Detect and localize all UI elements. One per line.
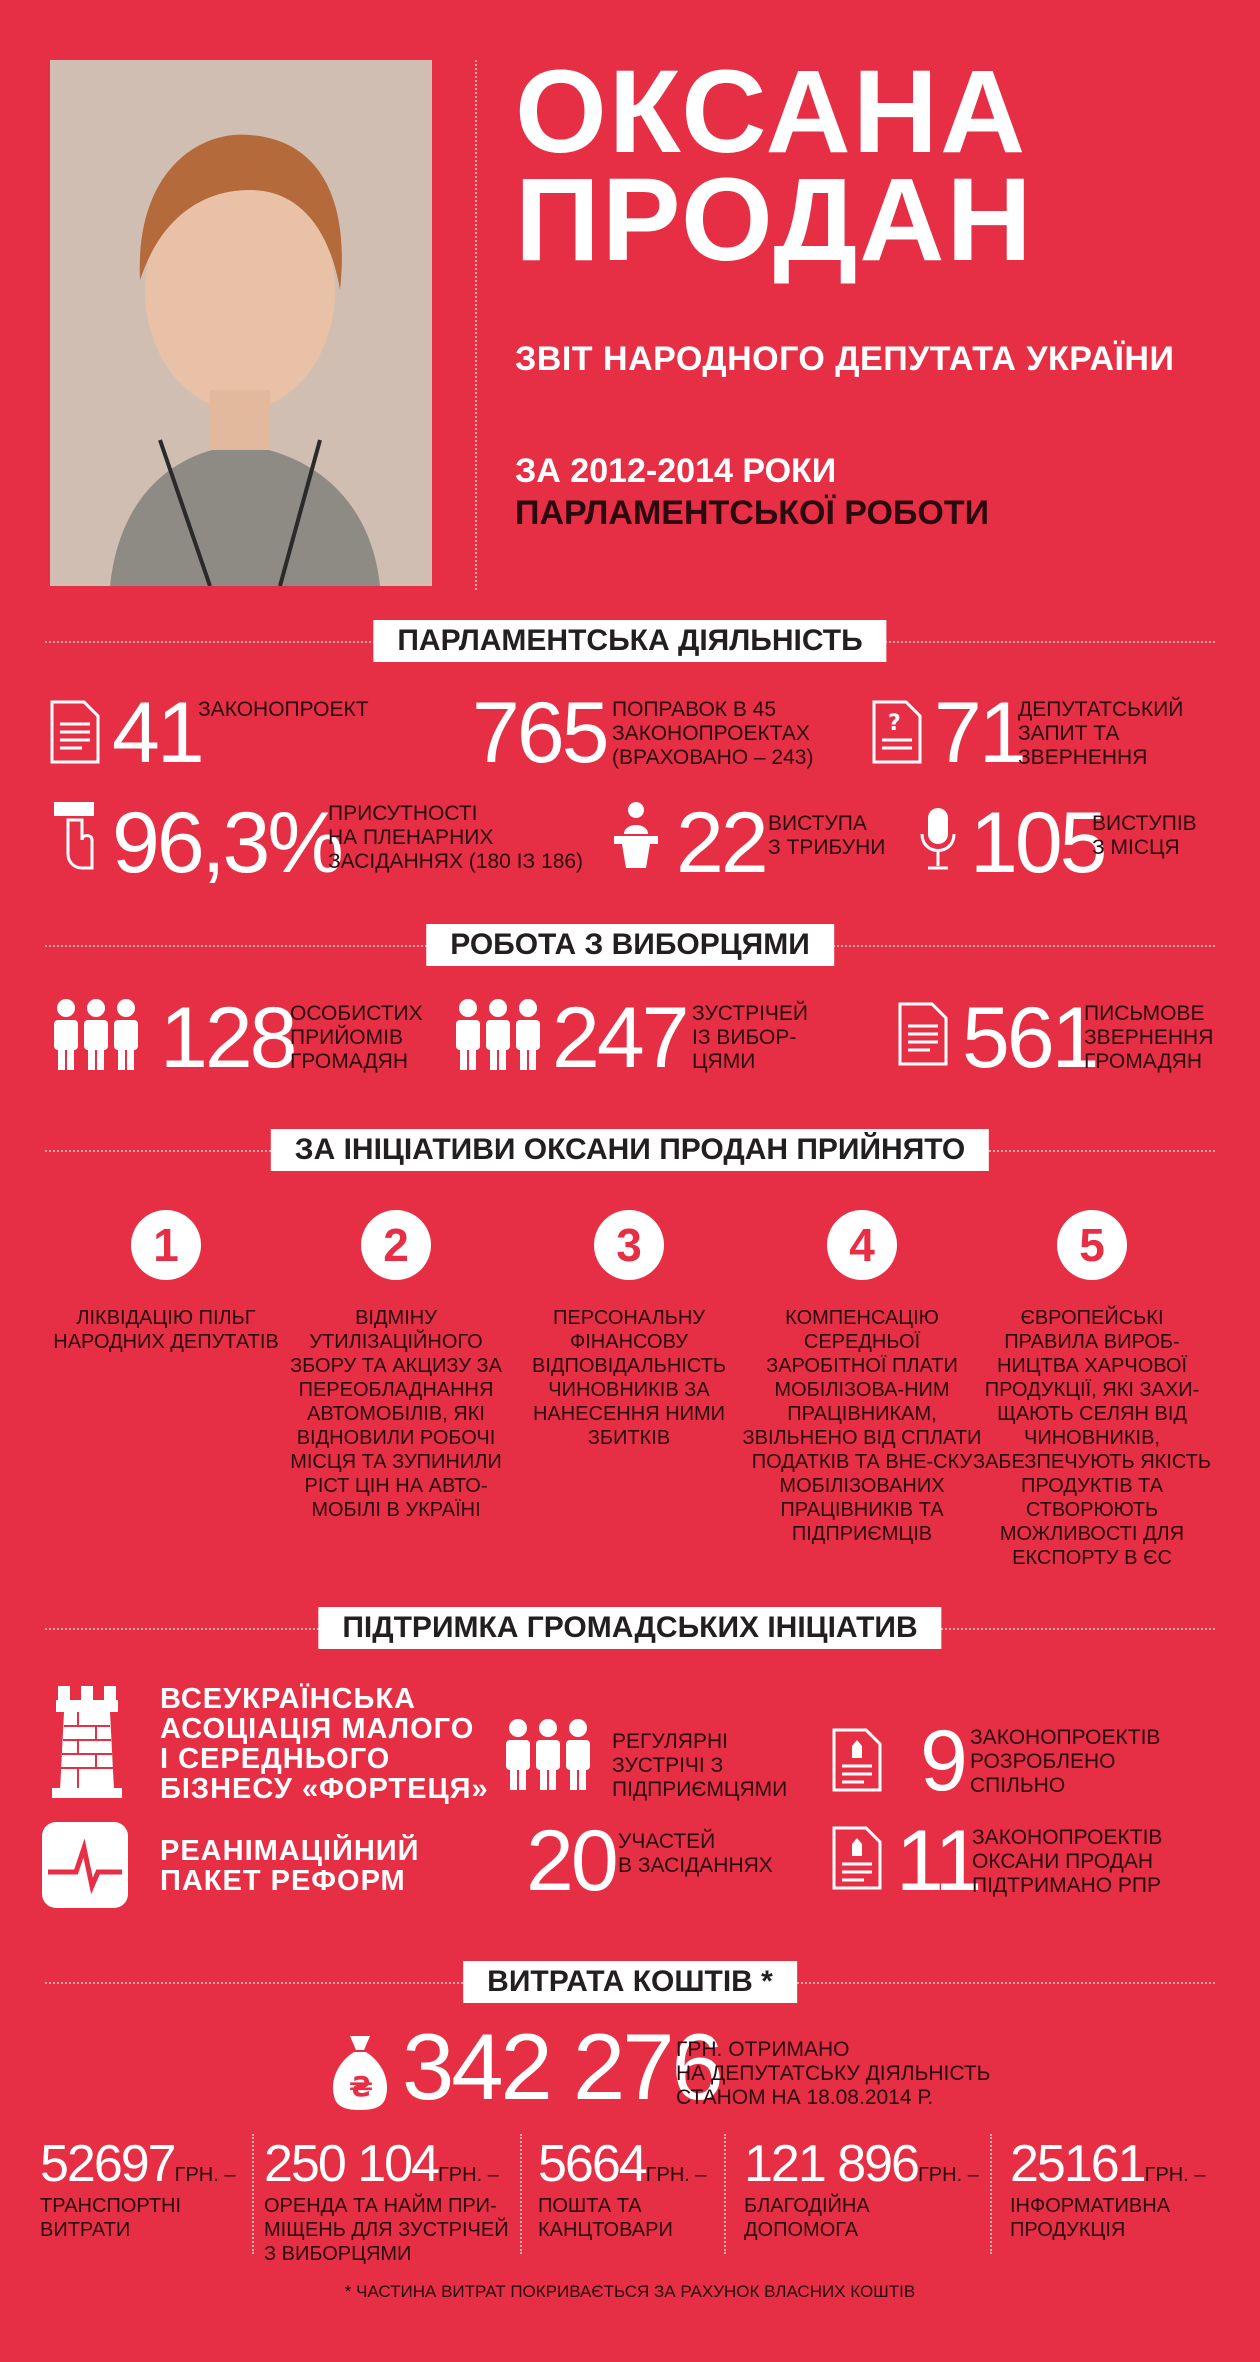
amendments-value: 765 [472,685,607,781]
document-icon [50,700,100,764]
spending-total-value: 342 276 [402,2014,721,2119]
floor-speeches-label: ВИСТУПІВ З МІСЦЯ [1092,812,1197,859]
receptions-value: 128 [160,990,295,1086]
initiative-number-3: 3 [594,1210,664,1280]
tribune-icon [612,800,660,870]
initiative-text-4: КОМПЕНСАЦІЮ СЕРЕДНЬОЇ ЗАРОБІТНОЇ ПЛАТИ МОБІЛІЗОВА-НИМ ПРАЦІВНИКАМ, ЗВІЛЬНЕНО ВІД СПЛАТИ ПОДАТКІВ ТА ВНЕ-СКУ МОБІЛІЗОВАНИХ ПРАЦІВНИКІВ ТА ПІДПРИЄМЦІВ [742,1307,982,1545]
sessions-label: УЧАСТЕЙ В ЗАСІДАННЯХ [618,1830,773,1877]
spending-divider [252,2134,254,2254]
spending-item-transport: 52697ГРН. – ТРАНСПОРТНІ ВИТРАТИ [40,2135,236,2241]
report-subtitle: ЗВІТ НАРОДНОГО ДЕПУТАТА УКРАЇНИ [515,340,1175,378]
fortress-tower-icon [52,1686,122,1798]
spending-divider [990,2134,992,2254]
initiative-number-2: 2 [361,1210,431,1280]
attendance-value: 96,3% [112,795,341,891]
joint-bills-label: ЗАКОНОПРОЕКТІВ РОЗРОБЛЕНО СПІЛЬНО [970,1726,1161,1797]
bills-label: ЗАКОНОПРОЕКТ [198,698,369,721]
attendance-label: ПРИСУТНОСТІ НА ПЛЕНАРНИХ ЗАСІДАННЯХ (180 ІЗ 186) [328,802,584,873]
backed-bills-label: ЗАКОНОПРОЕКТІВ ОКСАНИ ПРОДАН ПІДТРИМАНО РПР [972,1826,1163,1897]
portrait-photo [50,60,432,586]
sessions-value: 20 [526,1813,616,1909]
initiative-number-5: 5 [1057,1210,1127,1280]
money-bag-icon [330,2034,390,2110]
spending-item-info: 25161ГРН. – ІНФОРМАТИВНА ПРОДУКЦІЯ [1010,2135,1206,2241]
spending-total-label: ГРН. ОТРИМАНО НА ДЕПУТАТСЬКУ ДІЯЛЬНІСТЬ СТАНОМ НА 18.08.2014 Р. [676,2038,991,2109]
spending-item-post: 5664ГРН. – ПОШТА ТА КАНЦТОВАРИ [538,2135,707,2241]
spending-item-rent: 250 104ГРН. – ОРЕНДА ТА НАЙМ ПРИ- МІЩЕНЬ ДЛЯ ЗУСТРІЧЕЙ З ВИБОРЦЯМИ [264,2135,509,2265]
heartbeat-icon [42,1822,128,1908]
fortress-association-name: ВСЕУКРАЇНСЬКА АСОЦІАЦІЯ МАЛОГО І СЕРЕДНЬОГО БІЗНЕСУ «ФОРТЕЦЯ» [160,1683,489,1805]
regular-meetings-label: РЕГУЛЯРНІ ЗУСТРІЧІ З ПІДПРИЄМЦЯМИ [612,1730,788,1801]
spending-divider [520,2134,522,2254]
voter-meetings-label: ЗУСТРІЧЕЙ ІЗ ВИБОР- ЦЯМИ [692,1002,809,1073]
tribune-value: 22 [676,795,766,891]
voter-meetings-value: 247 [552,990,687,1086]
people-meeting-icon [452,998,544,1070]
microphone-icon [918,806,958,870]
spending-item-charity: 121 896ГРН. – БЛАГОДІЙНА ДОПОМОГА [744,2135,979,2241]
section-title-spending: ВИТРАТА КОШТІВ * [463,1961,797,2003]
letters-label: ПИСЬМОВЕ ЗВЕРНЕННЯ ГРОМАДЯН [1084,1002,1214,1073]
entrepreneurs-icon [502,1718,594,1790]
floor-speeches-value: 105 [970,795,1105,891]
spending-footnote: * ЧАСТИНА ВИТРАТ ПОКРИВАЄТЬСЯ ЗА РАХУНОК ВЛАСНИХ КОШТІВ [344,2282,916,2301]
section-title-support: ПІДТРИМКА ГРОМАДСЬКИХ ІНІЦІАТИВ [318,1607,941,1649]
vote-button-icon [52,800,98,870]
initiative-number-4: 4 [827,1210,897,1280]
people-icon [50,998,142,1070]
initiative-text-1: ЛІКВІДАЦІЮ ПІЛЬГ НАРОДНИХ ДЕПУТАТІВ [53,1307,279,1353]
svg-text:?: ? [888,711,901,736]
header-divider [475,60,477,590]
letters-value: 561 [962,990,1097,1086]
letter-icon [898,1002,948,1066]
section-title-initiatives: ЗА ІНІЦІАТИВИ ОКСАНИ ПРОДАН ПРИЙНЯТО [271,1129,989,1171]
bills-value: 41 [112,685,202,781]
deputy-name: ОКСАНА ПРОДАН [515,46,1034,286]
backed-bill-document-icon [832,1826,882,1890]
reanimation-package-name: РЕАНІМАЦІЙНИЙ ПАКЕТ РЕФОРМ [160,1835,420,1897]
svg-text:₴: ₴ [349,2070,374,2103]
bill-document-icon [832,1728,882,1792]
receptions-label: ОСОБИСТИХ ПРИЙОМІВ ГРОМАДЯН [290,1002,423,1073]
requests-value: 71 [934,685,1024,781]
report-period: ЗА 2012-2014 РОКИ ПАРЛАМЕНТСЬКОЇ РОБОТИ [515,452,990,532]
inquiry-document-icon [872,700,922,764]
backed-bills-value: 11 [896,1813,980,1909]
spending-divider [724,2134,726,2254]
section-title-voters: РОБОТА З ВИБОРЦЯМИ [426,924,834,966]
initiative-text-5: ЄВРОПЕЙСЬКІ ПРАВИЛА ВИРОБ-НИЦТВА ХАРЧОВОЇ ПРОДУКЦІЇ, ЯКІ ЗАХИ-ЩАЮТЬ СЕЛЯН ВІД ЧИНОВНИКІВ, ЗАБЕЗПЕЧУЮТЬ ЯКІСТЬ ПРОДУКТІВ ТА СТВОРЮЮТЬ МОЖЛИВОСТІ ДЛЯ ЕКСПОРТУ В ЄС [972,1307,1212,1569]
section-title-parliament: ПАРЛАМЕНТСЬКА ДІЯЛЬНІСТЬ [373,620,886,662]
requests-label: ДЕПУТАТСЬКИЙ ЗАПИТ ТА ЗВЕРНЕННЯ [1018,698,1184,769]
initiative-number-1: 1 [131,1210,201,1280]
joint-bills-value: 9 [920,1713,965,1809]
tribune-label: ВИСТУПА З ТРИБУНИ [768,812,886,859]
initiative-text-3: ПЕРСОНАЛЬНУ ФІНАНСОВУ ВІДПОВІДАЛЬНІСТЬ ЧИНОВНИКІВ ЗА НАНЕСЕННЯ НИМИ ЗБИТКІВ [532,1307,726,1449]
amendments-label: ПОПРАВОК В 45 ЗАКОНОПРОЕКТАХ (ВРАХОВАНО – 243) [612,698,814,769]
initiative-text-2: ВІДМІНУ УТИЛІЗАЦІЙНОГО ЗБОРУ ТА АКЦИЗУ ЗА ПЕРЕОБЛАДНАННЯ АВТОМОБІЛІВ, ЯКІ ВІДНОВИЛИ РОБОЧІ МІСЦЯ ТА ЗУПИНИЛИ РІСТ ЦІН НА АВТО-МОБІЛІ В УКРАЇНІ [290,1307,502,1521]
